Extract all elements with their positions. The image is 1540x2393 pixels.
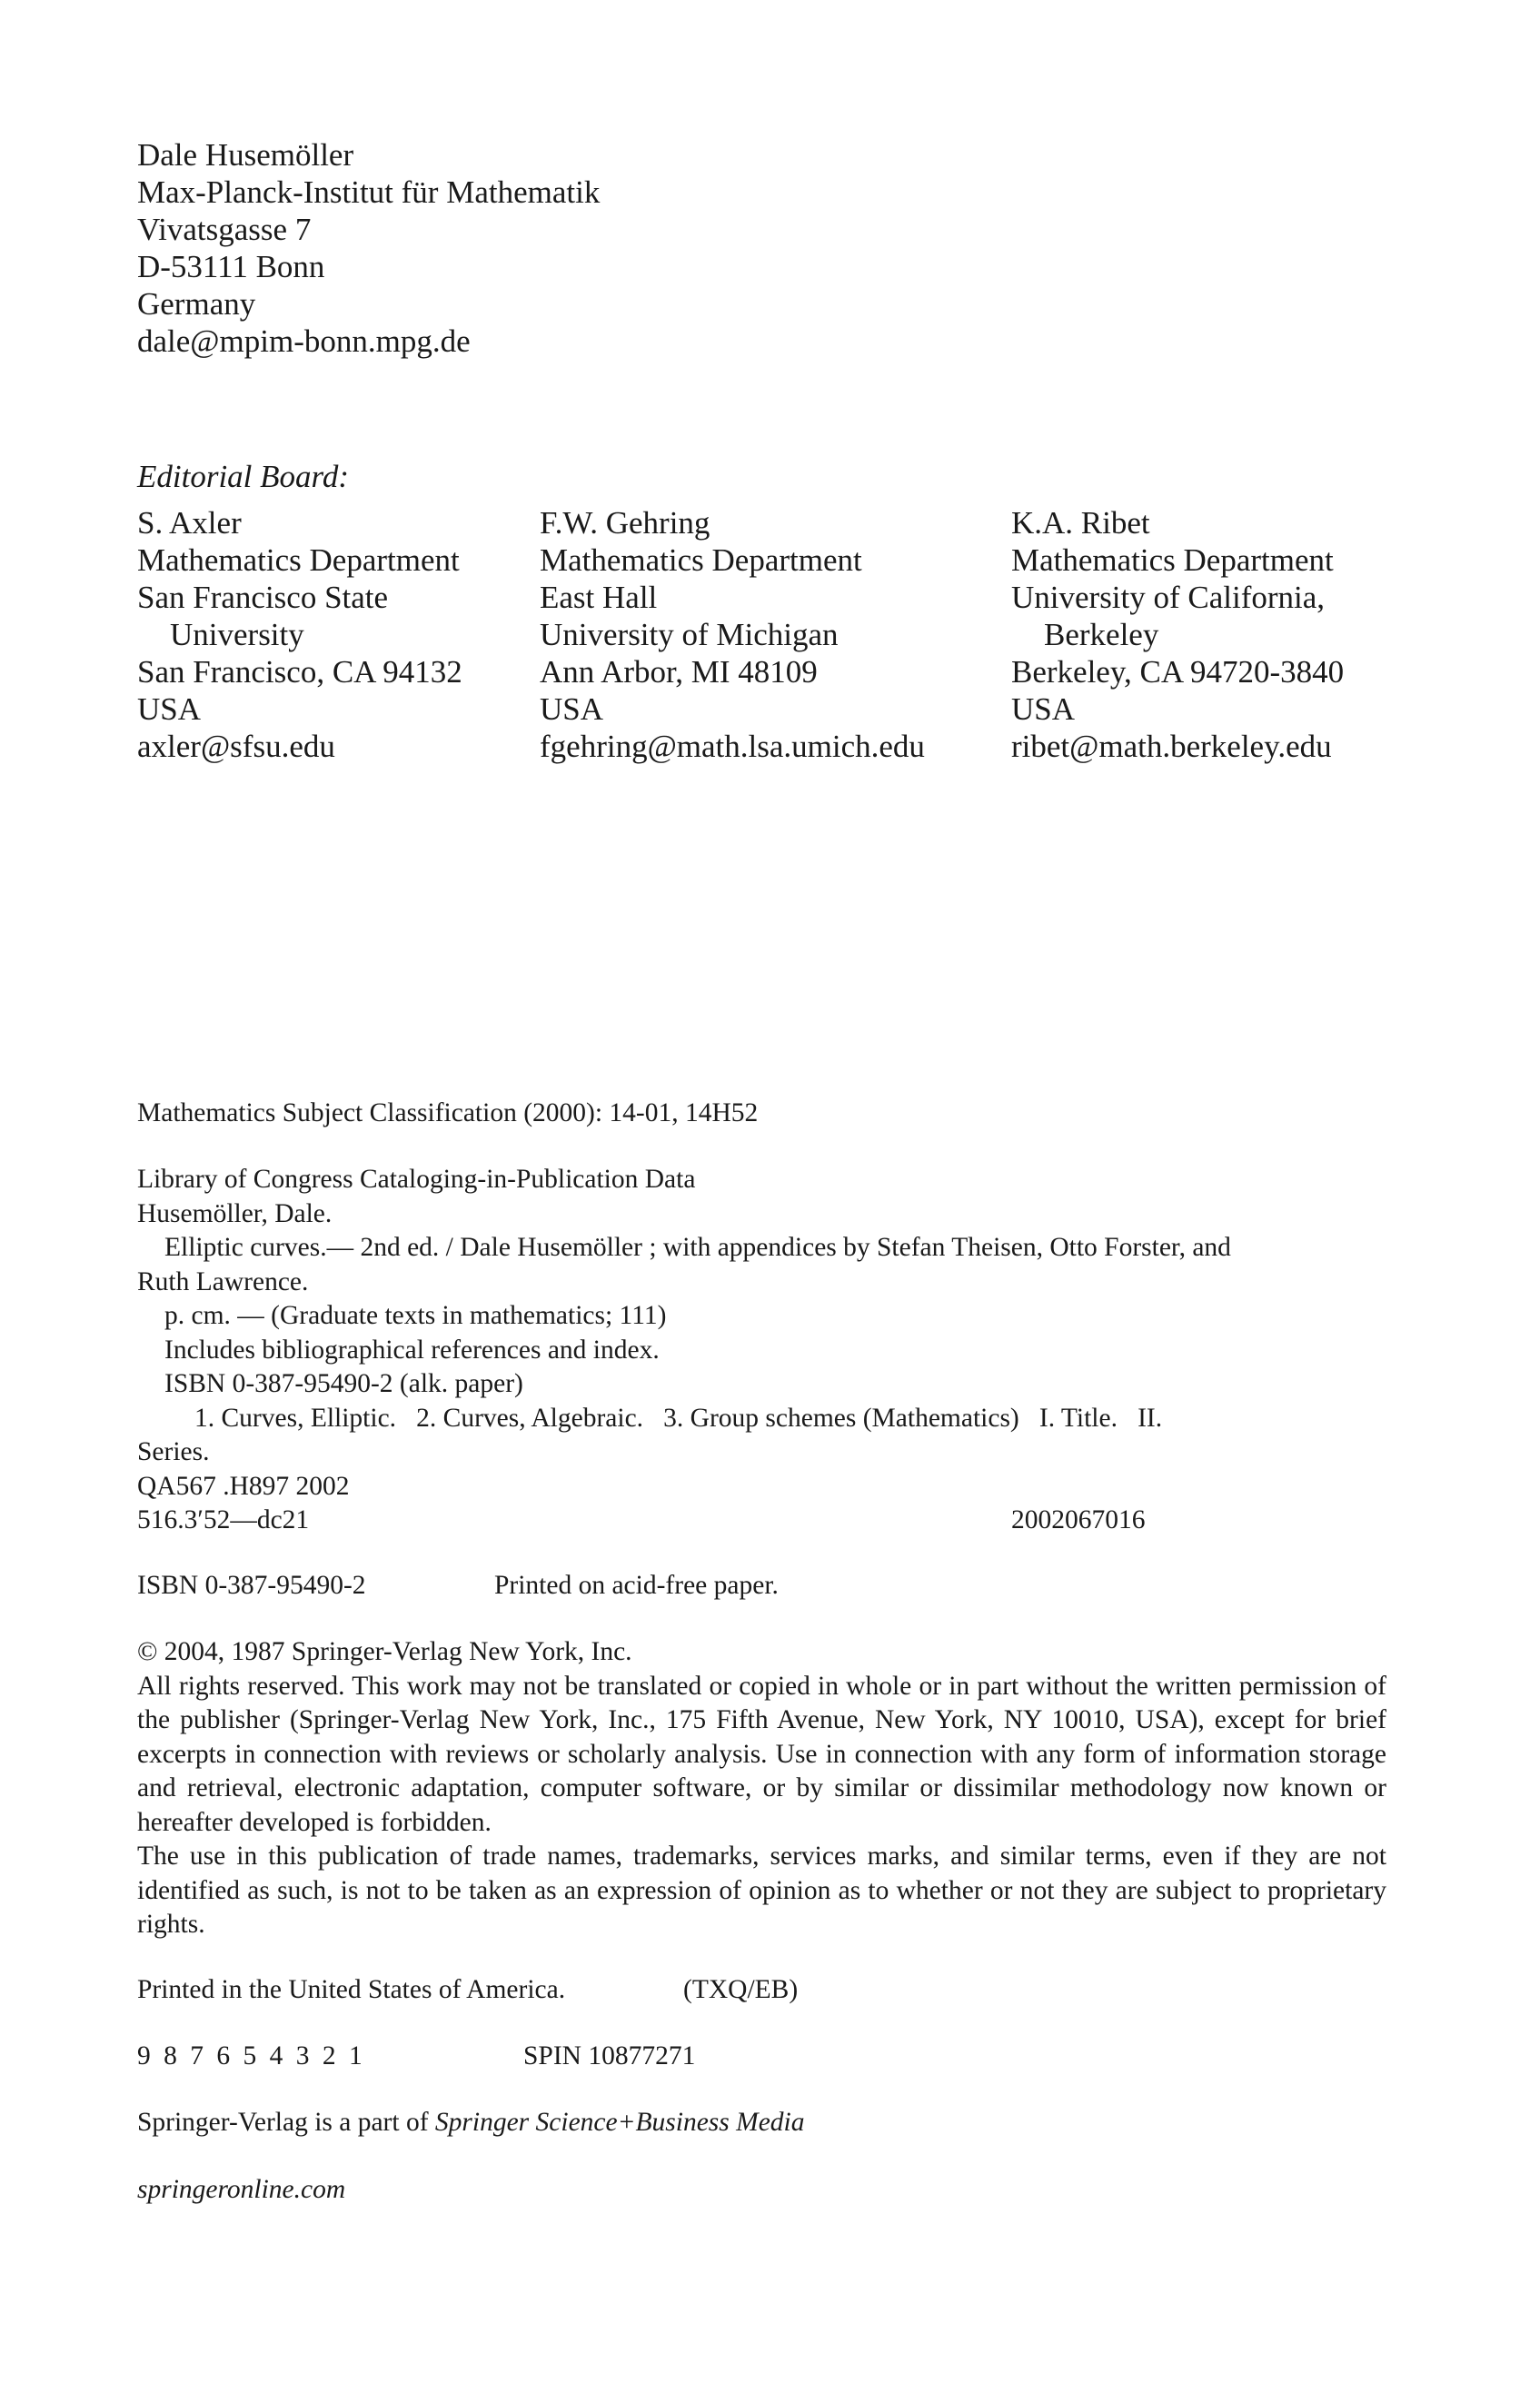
member-inst-cont: Berkeley [1044, 617, 1159, 652]
author-street: Vivatsgasse 7 [137, 212, 312, 247]
rights-statement: All rights reserved. This work may not be translated or copied in whole or in part without the written permission of the publisher (Springer-Verlag New York, Inc., 175 Fifth Avenue, New York, NY 10010, USA), except for brief excerpts in connection with reviews or scholarly analysis. Use in connection with any form of information storage and retrieval, electronic adaptation, computer software, or by similar or dissimilar methodology now known or hereafter developed is forbidden. [137, 1671, 1386, 1837]
printer-code: (TXQ/EB) [683, 1975, 799, 2004]
acid-free-note: Printed on acid-free paper. [494, 1571, 779, 1600]
cip-data [137, 1163, 1409, 1538]
trademark-statement: The use in this publication of trade names, trademarks, services marks, and similar terms, even if they are not identified as such, is not to be taken as an expression of opinion as to whether or not they are subject to proprietary rights. [137, 1842, 1386, 1939]
member-country: USA [1011, 691, 1076, 727]
member-city: San Francisco, CA 94132 [137, 654, 462, 690]
board-member-ribet [1011, 504, 1344, 765]
member-email: fgehring@math.lsa.umich.edu [540, 729, 925, 764]
cip-heading: Library of Congress Cataloging-in-Publication Data [137, 1165, 696, 1194]
board-member-axler [137, 504, 462, 765]
member-inst: East Hall [540, 580, 658, 615]
printed-country: Printed in the United States of America. [137, 1975, 566, 2004]
member-email: axler@sfsu.edu [137, 729, 335, 764]
member-dept: Mathematics Department [540, 542, 862, 578]
website-link[interactable]: springeronline.com [137, 2175, 346, 2204]
author-country: Germany [137, 286, 256, 322]
member-inst-cont: University of Michigan [540, 617, 839, 652]
author-address [137, 136, 600, 360]
board-member-gehring [540, 504, 925, 765]
cip-isbn: ISBN 0-387-95490-2 (alk. paper) [164, 1369, 523, 1398]
cip-author: Husemöller, Dale. [137, 1198, 333, 1228]
cip-dewey: 516.3′52—dc21 [137, 1505, 310, 1534]
copyright-block [137, 1635, 1386, 1942]
spin-number: SPIN 10877271 [523, 2041, 696, 2070]
member-country: USA [137, 691, 202, 727]
cip-lc-call: QA567 .H897 2002 [137, 1471, 350, 1501]
isbn: ISBN 0-387-95490-2 [137, 1571, 366, 1600]
cip-series: p. cm. — (Graduate texts in mathematics; 111) [164, 1301, 667, 1330]
author-email: dale@mpim-bonn.mpg.de [137, 323, 471, 359]
cip-lccn: 2002067016 [1011, 1505, 1146, 1534]
copyright-line: © 2004, 1987 Springer-Verlag New York, Inc. [137, 1637, 632, 1666]
print-run-numbers: 9 8 7 6 5 4 3 2 1 [137, 2041, 363, 2070]
member-name: S. Axler [137, 505, 242, 541]
cip-subjects-cont: Series. [137, 1437, 210, 1466]
member-dept: Mathematics Department [137, 542, 460, 578]
member-name: K.A. Ribet [1011, 505, 1150, 541]
author-institute: Max-Planck-Institut für Mathematik [137, 174, 601, 210]
member-inst-cont: University [170, 617, 304, 652]
springer-line [137, 2106, 805, 2140]
springer-prefix: Springer-Verlag is a part of [137, 2108, 435, 2137]
member-inst: San Francisco State [137, 580, 389, 615]
author-city: D-53111 Bonn [137, 249, 325, 284]
cip-includes: Includes bibliographical references and index. [164, 1335, 660, 1365]
isbn-row [137, 1569, 1409, 1604]
cip-title-cont: Ruth Lawrence. [137, 1266, 309, 1296]
member-dept: Mathematics Department [1011, 542, 1334, 578]
member-inst: University of California, [1011, 580, 1326, 615]
springer-media: Springer Science+Business Media [434, 2108, 805, 2137]
cip-classification-row [137, 1504, 1409, 1538]
member-name: F.W. Gehring [540, 505, 710, 541]
member-country: USA [540, 691, 604, 727]
member-city: Ann Arbor, MI 48109 [540, 654, 818, 690]
cip-subjects: 1. Curves, Elliptic. 2. Curves, Algebraic. 3. Group schemes (Mathematics) I. Title. II. [194, 1403, 1163, 1433]
member-city: Berkeley, CA 94720-3840 [1011, 654, 1345, 690]
cip-title: Elliptic curves.— 2nd ed. / Dale Husemöller ; with appendices by Stefan Theisen, Otto Forster, and [164, 1233, 1231, 1262]
subject-classification: Mathematics Subject Classification (2000): 14-01, 14H52 [137, 1098, 759, 1127]
printed-row [137, 1973, 1409, 2008]
print-run-row [137, 2040, 1409, 2074]
editorial-board-heading: Editorial Board: [137, 459, 350, 494]
author-name: Dale Husemöller [137, 137, 354, 173]
member-email: ribet@math.berkeley.edu [1011, 729, 1332, 764]
editorial-board [137, 504, 1409, 777]
